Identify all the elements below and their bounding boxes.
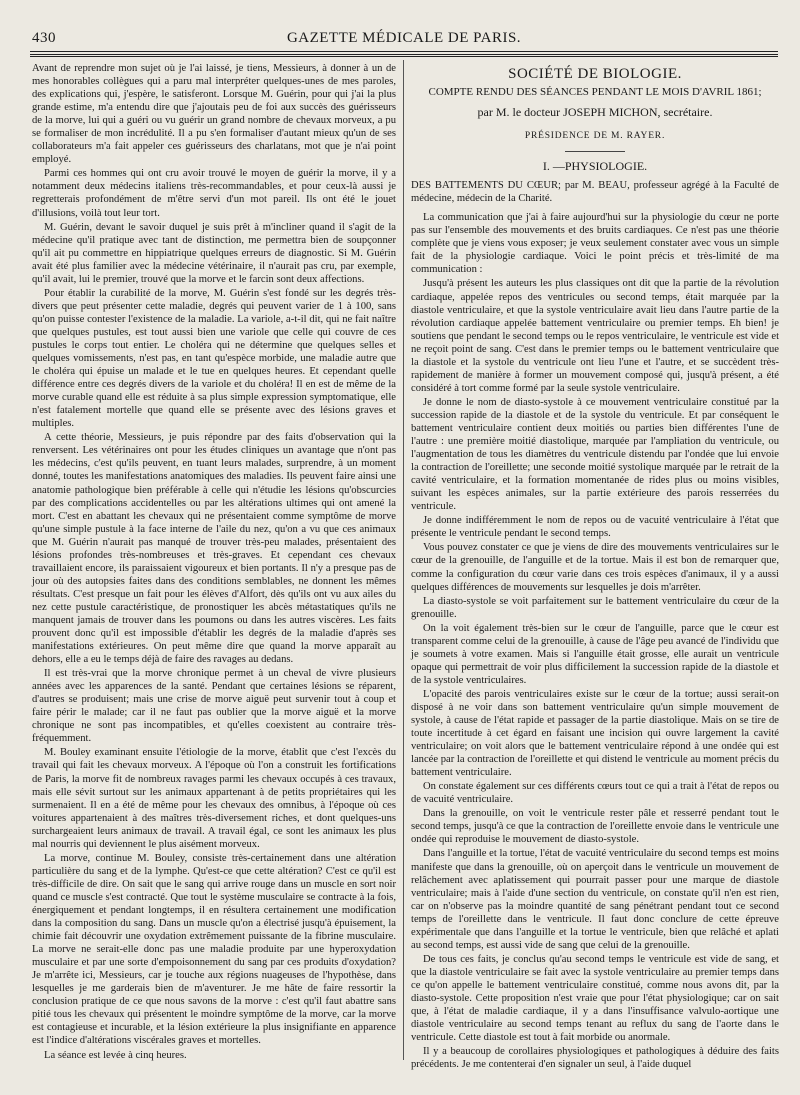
paragraph: Dans la grenouille, on voit le ventricule rester pâle et resserré pendant tout le second temps, jusqu'à ce que la contraction de l'oreillette envoie dans le ventricule une ondée qui reproduise le mouvement de diasto-systole. (411, 808, 779, 846)
paragraph: On la voit également très-bien sur le cœur de l'anguille, parce que le cœur est transparent comme celui de la grenouille, à cause de l'âge peu avancé de l'individu que je soumets à votre examen. Mais si l'anguille était grosse, elle aurait un ventricule opaque qui permettrait de voir plus difficilement la succession rapide de la diastole et de la systole ventriculaires. (411, 622, 779, 686)
column-divider (403, 60, 404, 1060)
page-header (30, 28, 778, 50)
paragraph: M. Bouley examinant ensuite l'étiologie de la morve, établit que c'est l'excès du travail qui fait les chevaux morveux. A l'époque où l'on a construit les fortifications de Paris, la morve fit de nombreux ravages parmi les chevaux occupés à ces travaux, mais elle sévit surtout sur les animaux appartenant à de petits propriétaires qui les surmenaient. Il en a été de même pour les chevaux des omnibus, à l'époque où ces voitures appartenaient à des maîtres très-diversement riches, et dont quelques-uns surchargeaient leurs animaux de travail. A travail égal, ce sont les animaux les plus mal nourris qui deviennent le plus aisément morveux. (32, 747, 396, 850)
section-heading: I. —PHYSIOLOGIE. (542, 159, 648, 174)
article-title: DES BATTEMENTS DU CŒUR; par M. BEAU, professeur agrégé à la Faculté de médecine, médecin de la Charité. (411, 180, 779, 205)
paragraph: Il est très-vrai que la morve chronique permet à un cheval de vivre plusieurs années avec les apparences de la santé. Pendant que certaines lésions se réparent, d'autres se produisent; mais une crise de morve aiguë peut survenir tout à coup et faire périr le malade; car il ne faut pas oublier que la morve aiguë et la morve chronique ne sont pas incompatibles, et qu'elles coexistent au contraire très-fréquemment. (32, 668, 396, 745)
paragraph: Je donne indifféremment le nom de repos ou de vacuité ventriculaire à l'état que présente le ventricule pendant le second temps. (411, 515, 779, 540)
paragraph: Avant de reprendre mon sujet où je l'ai laissé, je tiens, Messieurs, à donner à un de mes honorables collègues qui a paru mal interpréter quelques-unes de mes paroles, des explications qui, j'espère, le satisferont. Lorsque M. Guérin, pour qui j'ai la plus grande estime, m'a entendu dire que j'ajoutais peu de foi aux succès des guérisseurs de la morve, lui qui a guéri ou vu guérir un grand nombre de chevaux morveux, a pu se formaliser de mon incrédulité. Il a pu s'en formaliser d'autant mieux qu'un de ses collaborateurs m'a fait appeler ces guérisseurs des charlatans, mot que je n'ai point employé. (32, 63, 396, 166)
header-double-rule (30, 54, 778, 57)
paragraph: Pour établir la curabilité de la morve, M. Guérin s'est fondé sur les degrés très-divers que peut présenter cette maladie, degrés qui peuvent varier de 1 à 100, sans qu'on puisse contester l'existence de la maladie. La variole, a-t-il dit, qui ne fait naître que quelques pustules, est tout aussi bien une variole que celle qui couvre de ces pustules le corps tout entier. Le choléra qui ne détermine que quelques selles et quelques vomissements, n'est pas, en tant qu'espèce morbide, une maladie autre que le choléra qui épuise un malade et le tue en quelques heures. Et cependant quelle différence entre ces degrés divers de la variole et du choléra! Il en est de même de la morve curable quand elle est réduite à sa plus simple expression symptomatique, elle n'est fatalement mortelle que quand elle se présente avec des lésions graves et multiples. (32, 287, 396, 430)
paragraph: La diasto-systole se voit parfaitement sur le battement ventriculaire du cœur de la grenouille. (411, 595, 779, 620)
paragraph: La morve, continue M. Bouley, consiste très-certainement dans une altération particulière du sang et de la lymphe. Qu'est-ce que cette altération? C'est ce qu'il est très-difficile de dire. On sait que le sang qui arrive rouge dans un muscle en sort noir quand ce muscle s'est contracté. Que tout le système musculaire se contracte à la fois, énergiquement et pendant longtemps, il en résultera certainement une modification dans la composition du sang. Dans un muscle qu'on a électrisé jusqu'à épuisement, la chimie fait découvrir une oxydation extrêmement puissante de la fibrine musculaire. La morve ne serait-elle donc pas une maladie produite par une hyperoxydation musculaire et par une sorte d'empoisonnement du sang par ces produits d'oxydation? Je m'arrête ici, Messieurs, car je touche aux régions nuageuses de l'hypothèse, dans lesquelles je me garderais bien de m'aventurer. Je me hâte de faire ressortir la conclusion pratique de ce que nous savons de la morve : c'est qu'il faut abattre sans pitié tous les chevaux qui présentent le moindre symptôme de la morve, car la morve est contagieuse et incurable, et la lésion extérieure la plus insignifiante en apparence est l'indice d'altérations viscérales graves et mortelles. (32, 852, 396, 1047)
closing-line: La séance est levée à cinq heures. (44, 1049, 187, 1061)
left-column (32, 62, 396, 1063)
society-title: SOCIÉTÉ DE BIOLOGIE. (508, 66, 682, 82)
report-line-2: par M. le docteur JOSEPH MICHON, secrétaire. (477, 105, 713, 120)
paragraph: Dans l'anguille et la tortue, l'état de vacuité ventriculaire du second temps est moins manifeste que dans la grenouille, où on aperçoit dans le ventricule un mouvement de relâchement avec aplatissement qui pourrait passer pour une marque de diastole ventriculaire; mais à l'aide d'une section du ventricule, on constate qu'il n'en est rien, car on n'observe pas la moindre quantité de sang pénétrant pendant tout ce second temps de l'oreillette dans le ventricule. Il faut donc conclure de cette épreuve expérimentale que dans l'anguille et la tortue le ventricule, bien que relâché et aplati au second temps, est aussi vide de sang que celui de la grenouille. (411, 848, 779, 951)
journal-title: GAZETTE MÉDICALE DE PARIS. (286, 30, 522, 46)
paragraph: De tous ces faits, je conclus qu'au second temps le ventricule est vide de sang, et que la diastole ventriculaire se fait avec la systole ventriculaire au premier temps dans ce qu'on appelle le battement ventriculaire constitué, comme nous avons dit, par la diasto-systole. Cette proposition n'est vraie que pour l'état physiologique; car on sait que, à l'état de maladie cardiaque, il y a dans l'insuffisance valvulo-aortique une diastole ventriculaire au second temps tenant au reflux du sang de l'aorte dans le ventricule. Cette diastole est tout à fait morbide ou anormale. (411, 953, 779, 1044)
paragraph: A cette théorie, Messieurs, je puis répondre par des faits d'observation qui la renversent. Les vétérinaires ont pour les études cliniques un avantage que n'ont pas les médecins, c'est qu'ils peuvent, en tuant leurs malades, surprendre, à un moment donné, toutes les manifestations anatomiques des maladies. Ils peuvent faire ainsi une anatomie pathologique bien préférable à celle qui n'étudie les lésions qu'obscurcies par des complications accidentelles ou par les altérations ultimes qui ont amené la mort. C'est en abattant les chevaux qui ne présentaient comme symptôme de morve qu'une simple pustule à la face interne de l'aile du nez, qu'on a vu que ces animaux que M. Guérin n'aurait pas manqué de trouver très-peu malades, présentaient des lésions profondes très-nombreuses et très-graves. Et cependant ces chevaux travaillaient encore, ils paraissaient vigoureux et bien portants. Il n'y a presque pas de jour où des autopsies faites dans des conditions semblables, ne donnent les mêmes résultats. C'est presque un fait pour les élèves d'Alfort, dès qu'ils ont vu aux ailes du nez cette pustule caractéristique, de pronostiquer les abcès métastatiques qu'ils ne manquent jamais de trouver dans les poumons ou dans les autres viscères. Les faits prouvent donc qu'il est impossible d'établir les degrés de la maladie d'après ses manifestations extérieures. On peut même dire que quand la morve apparaît au dehors, elle a eu le temps déjà de faire des ravages au dedans. (32, 432, 396, 666)
presidence-line: PRÉSIDENCE DE M. RAYER. (524, 131, 666, 142)
short-rule (565, 151, 625, 152)
paragraph: On constate également sur ces différents cœurs tout ce qui a trait à l'état de repos ou de vacuité ventriculaire. (411, 781, 779, 806)
paragraph: L'opacité des parois ventriculaires existe sur le cœur de la tortue; aussi serait-on disposé à ne voir dans son battement ventriculaire qu'un simple mouvement de systole, à cause de l'état rapide et passager de la partie diastolique. Mais on se tire de toute incertitude à cet égard en faisant une incision qui ouvre largement la cavité ventriculaire; on voit alors que le battement ventriculaire répond à une ondée qui est lancée par la contraction de l'oreillette et qui distend le ventricule au moment précis du battement ventriculaire. (411, 688, 779, 779)
page-number: 430 (32, 30, 56, 46)
paragraph: Parmi ces hommes qui ont cru avoir trouvé le moyen de guérir la morve, il y a notamment deux médecins italiens très-recommandables, et pour ceux-là aussi je regretterais profondément de m'être servi d'un mot pareil. Ils ont été le jouet d'illusions, voilà tout leur tort. (32, 168, 396, 219)
paragraph: Il y a beaucoup de corollaires physiologiques et pathologiques à déduire des faits précédents. Je me contenterai d'en signaler un seul, à l'aide duquel (411, 1046, 779, 1071)
paragraph: Vous pouvez constater ce que je viens de dire des mouvements ventriculaires sur le cœur de la grenouille, de l'anguille et de la tortue. Mais il est bon de remarquer que, comme la configuration du cœur varie dans ces trois espèces d'animaux, il y a aussi quelques différences de mouvements sur lesquelles je dois m'arrêter. (411, 542, 779, 593)
paragraph: Je donne le nom de diasto-systole à ce mouvement ventriculaire constitué par la succession rapide de la diastole et de la systole du ventricule. Et par conséquent le battement ventriculaire contient deux moitiés ou parties bien différentes l'une de l'autre : une première moitié diastolique, marquée par l'ampliation du ventricule, ou l'augmentation de tous les diamètres du ventricule distendu par l'ondée que lui envoie la contraction de l'oreillette; une seconde moitié systolique marquée par le retrait de la cavité ventriculaire, et la formation momentanée de rides plus ou moins visibles, suivant les espèces animales, sur la partie extérieure des parois resserrées du ventricule. (411, 396, 779, 513)
paragraph: La communication que j'ai à faire aujourd'hui sur la physiologie du cœur ne porte pas sur l'ensemble des mouvements et des bruits cardiaques. Ce n'est pas une théorie complète que je viens vous exposer; je veux seulement constater avec vous un simple fait de la physiologie cardiaque. Voici le point précis et très-limité de ma communication : (411, 212, 779, 276)
report-line-1: COMPTE RENDU DES SÉANCES PENDANT LE MOIS D'AVRIL 1861; (428, 86, 762, 99)
header-rule (30, 51, 778, 52)
right-column (411, 66, 779, 1072)
paragraph: M. Guérin, devant le savoir duquel je suis prêt à m'incliner quand il s'agit de la médecine qu'il pratique avec tant de distinction, me permettra bien de soupçonner qu'il ait pu commettre en hippiatrique quelques erreurs de diagnostic. Si M. Guérin avait été plus familier avec la médecine vétérinaire, il n'aurait pas cru, par exemple, qu'il avait, lui le premier, trouvé que la morve et le farcin sont deux affections. (32, 221, 396, 285)
paragraph: Jusqu'à présent les auteurs les plus classiques ont dit que la partie de la révolution cardiaque, appelée repos des ventricules ou second temps, était marquée par la diastole ventriculaire, et que la systole ventriculaire avait lieu dans l'autre partie de la révolution cardiaque appelée battement ventriculaire ou premier temps. Eh bien! je soutiens que pendant le second temps ou le repos ventriculaire, le ventricule est vide et ne reçoit point de sang. C'est dans le premier temps ou le battement ventriculaire que la diastole et la systole du ventricule ont lieu l'une et l'autre, et se succèdent très-rapidement de manière à former un mouvement composé qui, jusqu'à présent, a été considéré à tort comme formé par la seule systole ventriculaire. (411, 278, 780, 394)
